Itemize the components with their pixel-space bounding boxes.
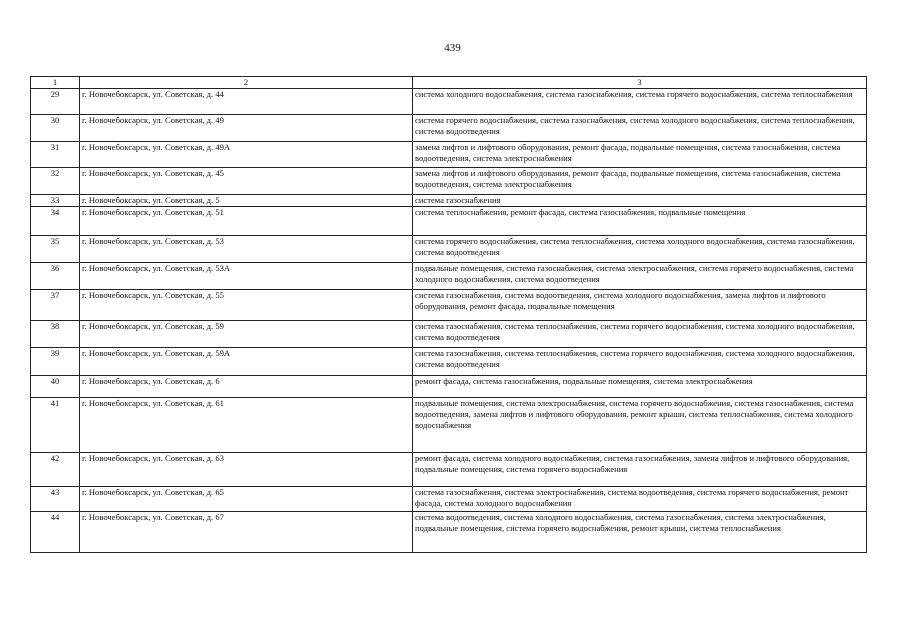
row-number: 38 — [31, 321, 80, 348]
row-address: г. Новочебоксарск, ул. Советская, д. 61 — [80, 398, 413, 453]
row-works: система газоснабжения, система водоотведения, система холодного водоснабжения, замена лифтов и лифтового оборудования, ремонт фасада, подвальные помещения — [413, 290, 867, 321]
table-row — [31, 195, 867, 207]
row-works: замена лифтов и лифтового оборудования, ремонт фасада, подвальные помещения, система газоснабжения, система водоотведения, система электроснабжения — [413, 142, 867, 168]
row-address: г. Новочебоксарск, ул. Советская, д. 49А — [80, 142, 413, 168]
row-works: система газоснабжения, система теплоснабжения, система горячего водоснабжения, система холодного водоснабжения, система водоотведения — [413, 348, 867, 376]
table-row — [31, 115, 867, 142]
table-row — [31, 512, 867, 553]
row-address: г. Новочебоксарск, ул. Советская, д. 63 — [80, 453, 413, 487]
row-works: ремонт фасада, система газоснабжения, подвальные помещения, система электроснабжения — [413, 376, 867, 398]
table-row — [31, 321, 867, 348]
row-number: 34 — [31, 207, 80, 236]
row-works: система горячего водоснабжения, система газоснабжения, система холодного водоснабжения, система теплоснабжения, система водоотведения — [413, 115, 867, 142]
column-header-2: 2 — [80, 77, 413, 89]
row-address: г. Новочебоксарск, ул. Советская, д. 6 — [80, 376, 413, 398]
table-row — [31, 168, 867, 195]
table-row — [31, 263, 867, 290]
row-number: 42 — [31, 453, 80, 487]
row-number: 37 — [31, 290, 80, 321]
row-address: г. Новочебоксарск, ул. Советская, д. 53А — [80, 263, 413, 290]
row-works: подвальные помещения, система электроснабжения, система горячего водоснабжения, система газоснабжения, система водоотведения, замена лифтов и лифтового оборудования, ремонт крыши, система теплоснабжения, система холодного водоснабжения — [413, 398, 867, 453]
row-number: 35 — [31, 236, 80, 263]
row-number: 39 — [31, 348, 80, 376]
table-row — [31, 398, 867, 453]
row-works: система теплоснабжения, ремонт фасада, система газоснабжения, подвальные помещения — [413, 207, 867, 236]
row-address: г. Новочебоксарск, ул. Советская, д. 5 — [80, 195, 413, 207]
table-row — [31, 207, 867, 236]
row-address: г. Новочебоксарск, ул. Советская, д. 55 — [80, 290, 413, 321]
table-row — [31, 89, 867, 115]
row-number: 30 — [31, 115, 80, 142]
row-works: ремонт фасада, система холодного водоснабжения, система газоснабжения, замена лифтов и лифтового оборудования, подвальные помещения, система горячего водоснабжения — [413, 453, 867, 487]
row-address: г. Новочебоксарск, ул. Советская, д. 45 — [80, 168, 413, 195]
row-address: г. Новочебоксарск, ул. Советская, д. 44 — [80, 89, 413, 115]
table-row — [31, 487, 867, 512]
row-number: 40 — [31, 376, 80, 398]
table-row — [31, 290, 867, 321]
row-works: система горячего водоснабжения, система теплоснабжения, система холодного водоснабжения, система газоснабжения, система водоотведения — [413, 236, 867, 263]
table-row — [31, 236, 867, 263]
table-row — [31, 376, 867, 398]
row-number: 36 — [31, 263, 80, 290]
row-address: г. Новочебоксарск, ул. Советская, д. 59А — [80, 348, 413, 376]
row-works: система холодного водоснабжения, система газоснабжения, система горячего водоснабжения, система теплоснабжения — [413, 89, 867, 115]
row-address: г. Новочебоксарск, ул. Советская, д. 67 — [80, 512, 413, 553]
column-number-row — [31, 77, 867, 89]
table-body — [31, 77, 867, 553]
row-works: подвальные помещения, система газоснабжения, система электроснабжения, система горячего водоснабжения, система холодного водоснабжения, система водоотведения — [413, 263, 867, 290]
table-row — [31, 453, 867, 487]
row-number: 41 — [31, 398, 80, 453]
row-works: система газоснабжения, система электроснабжения, система водоотведения, система горячего водоснабжения, ремонт фасада, система холодного водоснабжения — [413, 487, 867, 512]
row-number: 32 — [31, 168, 80, 195]
table-row — [31, 348, 867, 376]
row-works: замена лифтов и лифтового оборудования, ремонт фасада, подвальные помещения, система газоснабжения, система водоотведения, система электроснабжения — [413, 168, 867, 195]
column-header-3: 3 — [413, 77, 867, 89]
table-row — [31, 142, 867, 168]
row-number: 31 — [31, 142, 80, 168]
row-address: г. Новочебоксарск, ул. Советская, д. 59 — [80, 321, 413, 348]
row-number: 43 — [31, 487, 80, 512]
row-works: система водоотведения, система холодного водоснабжения, система газоснабжения, система электроснабжения, подвальные помещения, система горячего водоснабжения, ремонт крыши, система теплоснабжения — [413, 512, 867, 553]
row-number: 29 — [31, 89, 80, 115]
column-header-1: 1 — [31, 77, 80, 89]
row-works: система газоснабжения — [413, 195, 867, 207]
row-address: г. Новочебоксарск, ул. Советская, д. 65 — [80, 487, 413, 512]
row-address: г. Новочебоксарск, ул. Советская, д. 51 — [80, 207, 413, 236]
works-registry-table — [30, 76, 867, 553]
row-works: система газоснабжения, система теплоснабжения, система горячего водоснабжения, система холодного водоснабжения, система водоотведения — [413, 321, 867, 348]
page-number: 439 — [444, 42, 461, 54]
row-number: 44 — [31, 512, 80, 553]
row-address: г. Новочебоксарск, ул. Советская, д. 49 — [80, 115, 413, 142]
row-number: 33 — [31, 195, 80, 207]
row-address: г. Новочебоксарск, ул. Советская, д. 53 — [80, 236, 413, 263]
